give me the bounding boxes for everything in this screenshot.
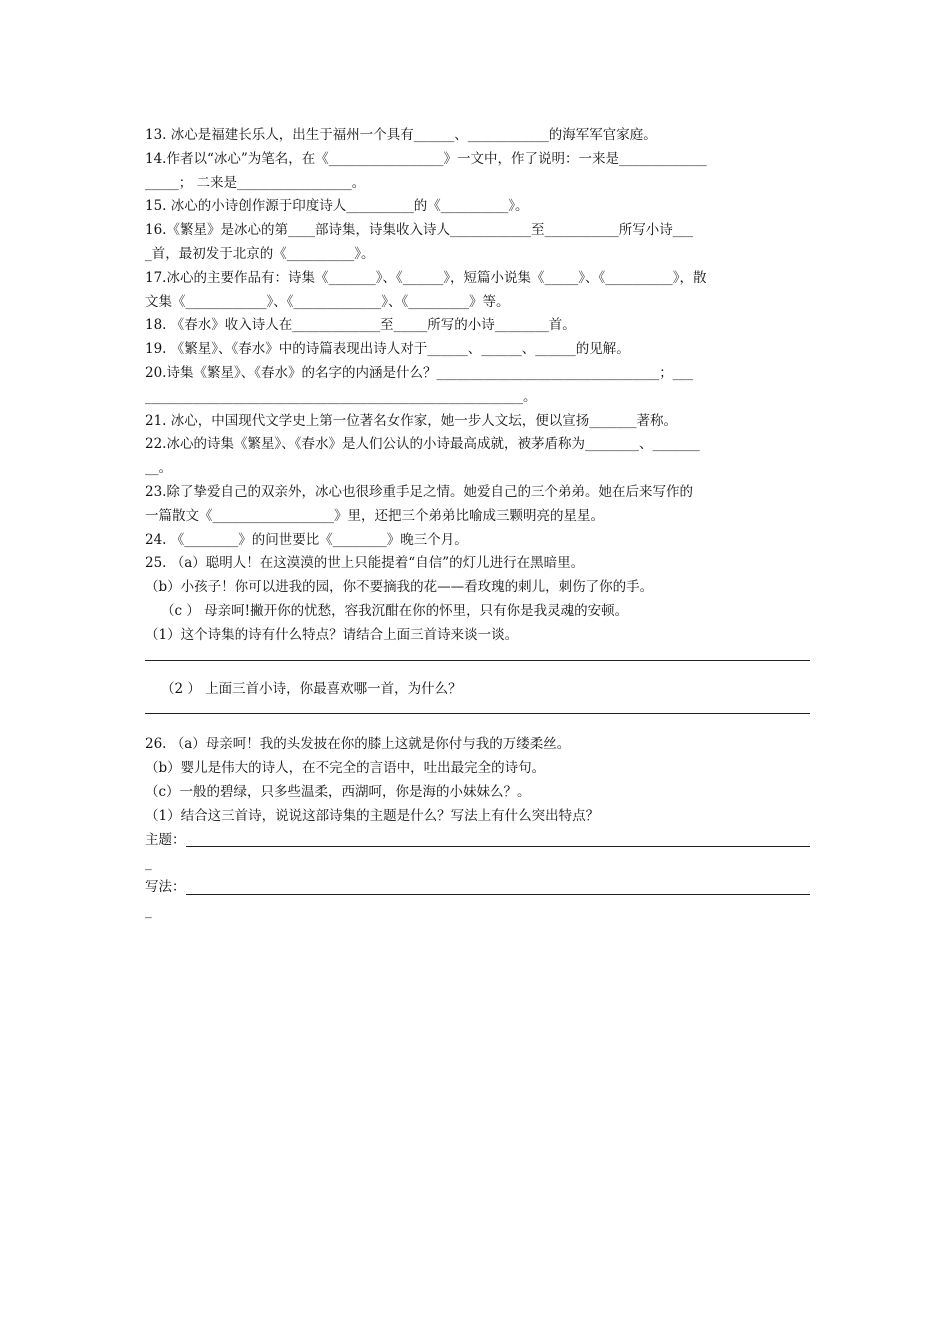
q16-line-2: _首，最初发于北京的《__________》。 bbox=[145, 245, 375, 262]
q20-line-1: 20.诗集《繁星》、《春水》的名字的内涵是什么？_________________________________；___ bbox=[145, 364, 693, 381]
q23-line-2: 一篇散文《__________________》里，还把三个弟弟比喻成三颗明亮的星星。 bbox=[145, 507, 604, 524]
answer-line[interactable] bbox=[145, 660, 810, 674]
q14-line-2: _____； 二来是_________________。 bbox=[145, 174, 366, 191]
q22-line-2: __。 bbox=[145, 460, 172, 477]
q19-line: 19. 《繁星》、《春水》中的诗篇表现出诗人对于______、______、______的见解。 bbox=[145, 341, 630, 358]
theme-row bbox=[145, 829, 810, 853]
method-answer-line[interactable] bbox=[186, 893, 811, 895]
q13-line: 13. 冰心是福建长乐人，出生于福州一个具有______、____________的海军军官家庭。 bbox=[145, 127, 657, 143]
theme-trail: _ bbox=[145, 855, 152, 872]
q24-line: 24. 《________》的问世要比《________》晚三个月。 bbox=[145, 531, 468, 548]
q15-line: 15. 冰心的小诗创作源于印度诗人__________的《__________》。 bbox=[145, 198, 529, 215]
q17-line-2: 文集《____________》、《_____________》、《_________》等。 bbox=[145, 293, 510, 310]
theme-label: 主题： bbox=[145, 831, 186, 848]
method-row bbox=[145, 876, 810, 900]
q26-poem-c: （c）一般的碧绿，只多些温柔，西湖呵，你是海的小妹妹么？。 bbox=[145, 783, 531, 800]
q25-poem-b: （b）小孩子！你可以进我的园，你不要摘我的花——看玫瑰的刺儿，刺伤了你的手。 bbox=[145, 579, 654, 596]
q22-line-1: 22.冰心的诗集《繁星》、《春水》是人们公认的小诗最高成就，被茅盾称为________、_______ bbox=[145, 436, 700, 453]
method-trail: _ bbox=[145, 902, 152, 919]
q25-sub1: （1）这个诗集的诗有什么特点？请结合上面三首诗来谈一谈。 bbox=[145, 626, 519, 643]
q26-poem-b: （b）婴儿是伟大的诗人，在不完全的言语中，吐出最完全的诗句。 bbox=[145, 760, 546, 777]
q20-line-2: ________________________________________________________。 bbox=[145, 388, 537, 405]
answer-line[interactable] bbox=[145, 713, 810, 727]
q17-line-1: 17.冰心的主要作品有：诗集《_______》、《______》，短篇小说集《_____》、《__________》，散 bbox=[145, 269, 707, 286]
q16-line-1: 16.《繁星》是冰心的第____部诗集，诗集收入诗人____________至___________所写小诗___ bbox=[145, 222, 693, 239]
q18-line: 18. 《春水》收入诗人在_____________至_____所写的小诗________首。 bbox=[145, 317, 576, 334]
q23-line-1: 23.除了挚爱自己的双亲外，冰心也很珍重手足之情。她爱自己的三个弟弟。她在后来写作的 bbox=[145, 483, 693, 500]
q25-poem-a: 25. （a）聪明人！在这漠漠的世上只能提着“自信”的灯儿进行在黑暗里。 bbox=[145, 555, 585, 572]
method-label: 写法： bbox=[145, 879, 186, 896]
worksheet bbox=[145, 124, 810, 924]
q14-line-1: 14.作者以“冰心”为笔名，在《_________________》一文中，作了说明：一来是_____________ bbox=[145, 150, 707, 167]
theme-answer-line[interactable] bbox=[186, 845, 811, 847]
q21-line: 21. 冰心，中国现代文学史上第一位著名女作家，她一步人文坛，便以宣扬_______著称。 bbox=[145, 412, 678, 429]
q26-sub1: （1）结合这三首诗，说说这部诗集的主题是什么？写法上有什么突出特点？ bbox=[145, 807, 600, 824]
q25-poem-c: （c ） 母亲呵!撇开你的忧愁，容我沉酣在你的怀里，只有你是我灵魂的安顿。 bbox=[161, 602, 629, 619]
q26-poem-a: 26. （a）母亲呵！我的头发披在你的膝上这就是你付与我的万缕柔丝。 bbox=[145, 736, 571, 753]
q25-sub2: （2 ） 上面三首小诗，你最喜欢哪一首，为什么？ bbox=[161, 680, 462, 697]
